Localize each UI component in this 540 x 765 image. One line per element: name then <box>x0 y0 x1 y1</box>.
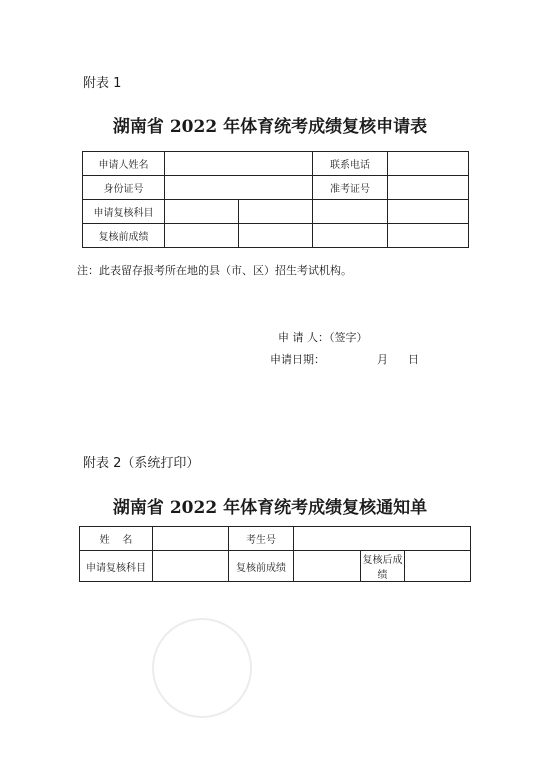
table-row <box>83 224 469 248</box>
review-subject-label: 申请复核科目 <box>83 200 165 224</box>
applicant-name-field[interactable] <box>165 152 313 176</box>
score-before-field[interactable] <box>294 551 361 582</box>
table-row <box>83 200 469 224</box>
score-before-cell[interactable] <box>388 224 469 248</box>
application-form-table <box>82 151 469 248</box>
score-before-label: 复核前成绩 <box>83 224 165 248</box>
exam-number-label: 考生号 <box>229 527 294 551</box>
application-date-line <box>270 351 419 367</box>
review-subject-cell[interactable] <box>239 200 313 224</box>
notice-form-table <box>79 526 471 582</box>
review-subject-cell[interactable] <box>313 200 388 224</box>
table-row <box>83 176 469 200</box>
name-field[interactable] <box>153 527 229 551</box>
exam-number-field[interactable] <box>294 527 471 551</box>
name-label: 姓 名 <box>80 527 153 551</box>
score-before-cell[interactable] <box>165 224 239 248</box>
applicant-name-label: 申请人姓名 <box>83 152 165 176</box>
score-after-field[interactable] <box>405 551 471 582</box>
review-subject-label: 申请复核科目 <box>80 551 153 582</box>
review-subject-cell[interactable] <box>388 200 469 224</box>
review-subject-cell[interactable] <box>165 200 239 224</box>
table-row <box>80 551 471 582</box>
exam-ticket-label: 准考证号 <box>313 176 388 200</box>
phone-label: 联系电话 <box>313 152 388 176</box>
exam-ticket-field[interactable] <box>388 176 469 200</box>
score-before-label: 复核前成绩 <box>229 551 294 582</box>
month-label: 月 <box>377 353 388 366</box>
phone-field[interactable] <box>388 152 469 176</box>
applicant-signature-line: 申 请 人：（签字） <box>278 331 368 344</box>
notice-form-title: 湖南省 2022 年体育统考成绩复核通知单 <box>112 498 428 518</box>
appendix-1-label: 附表 1 <box>83 76 122 91</box>
score-before-cell[interactable] <box>239 224 313 248</box>
appendix-2-label: 附表 2（系统打印） <box>83 456 200 471</box>
id-number-label: 身份证号 <box>83 176 165 200</box>
faint-seal-stamp <box>152 618 252 718</box>
table-row <box>83 152 469 176</box>
date-label: 申请日期： <box>270 353 325 366</box>
id-number-field[interactable] <box>165 176 313 200</box>
score-after-label: 复核后成绩 <box>361 551 405 582</box>
review-subject-field[interactable] <box>153 551 229 582</box>
application-form-title: 湖南省 2022 年体育统考成绩复核申请表 <box>112 117 428 137</box>
form-note: 注：此表留存报考所在地的县（市、区）招生考试机构。 <box>77 264 352 277</box>
day-label: 日 <box>408 353 419 366</box>
score-before-cell[interactable] <box>313 224 388 248</box>
table-row <box>80 527 471 551</box>
